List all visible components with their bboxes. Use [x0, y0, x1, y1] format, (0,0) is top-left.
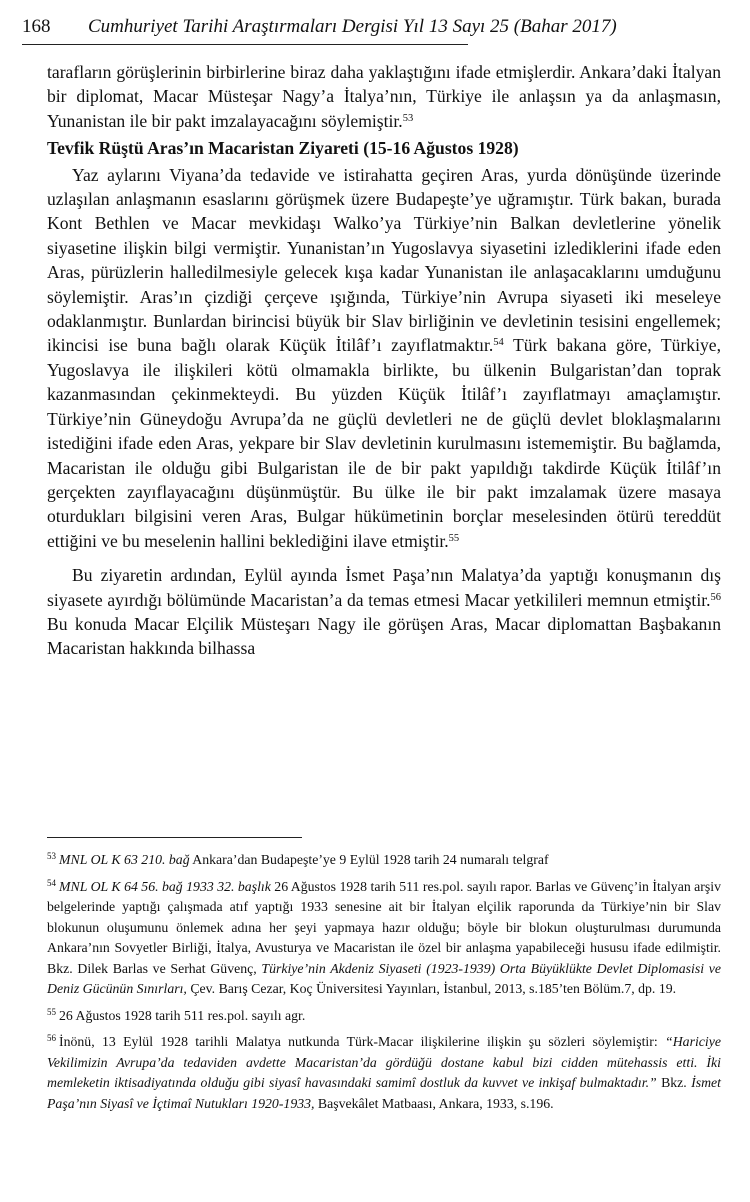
footnote-54: [47, 877, 721, 1000]
paragraph-1-text: tarafların görüşlerinin birbirlerine biraz daha yaklaştığını ifade etmişlerdir. Ankara’daki İtalyan bir diplomat, Macar Müsteşar Nagy’a İtalya’nın, Türkiye ile anlaşsın ya da anlaşmasın, Yunanistan ile bir pakt imzalayacağını söylemiştir.: [47, 62, 721, 131]
footnote-56-text-a: İnönü, 13 Eylül 1928 tarihli Malatya nutkunda Türk-Macar ilişkilerine ilişkin şu sözleri söylemiştir:: [59, 1034, 666, 1049]
footnote-rule: [47, 837, 302, 838]
footnote-number: 55: [47, 1006, 56, 1017]
paragraph-2-text-b: Türk bakana göre, Türkiye, Yugoslavya ile ilişkileri kötü olmamakla birlikte, bu ülkenin Bulgaristan’dan toprak kazanmasından çekinmekteydi. Bu yüzden Küçük İtilâf’ı zayıflatmayı amaçlamıştır. Türkiye’nin Güneydoğu Avrupa’da ne güçlü devletleri ne de güçlü devlet bloklaşmalarını istediğini ifade eden Aras, yekpare bir Slav devletinin kurulmasını istememiştir. Bu bağlamda, Macaristan ile olduğu gibi Bulgaristan ile de bir pakt yapıldığı takdirde Küçük İtilâf’ın gerçekten zayıflayacağını düşünmüştür. Bu ülke ile bir pakt imzalamak üzere masaya oturdukları bilgisini veren Aras, Bulgar hükümetinin borçlar meselesinden ötürü tereddüt ettiğini ve bu meselenin hallini beklediğini ilave etmiştir.: [47, 335, 721, 551]
footnote-53-source: MNL OL K 63 210. bağ: [59, 852, 190, 867]
running-title: Cumhuriyet Tarihi Araştırmaları Dergisi Yıl 13 Sayı 25 (Bahar 2017): [88, 16, 617, 37]
page-number: 168: [22, 16, 51, 37]
footnotes: [47, 850, 721, 1120]
footnote-56-quote: “Hariciye Vekilimizin Avrupa’da tedaviden avdette Macaristan’da gördüğü dostane kabul bizi cidden mütehassis etti. İki memleketin iktisadiyatında olduğu gibi siyasî havasındaki samimî dostluk da kuvvet ve inkişaf bulmaktadır.”: [47, 1034, 721, 1090]
footnote-56: [47, 1032, 721, 1114]
footnote-54-text-b: Çev. Barış Cezar, Koç Üniversitesi Yayınları, İstanbul, 2013, s.185’ten Bölüm.7, dp. 19.: [186, 981, 677, 996]
footnote-53: [47, 850, 721, 871]
footnote-54-source: MNL OL K 64 56. bağ 1933 32. başlık: [59, 878, 271, 894]
footnote-54-text-a: 26 Ağustos 1928 tarih 511 res.pol. sayılı rapor. Barlas ve Güvenç’in İtalyan arşiv belgelerinde yaptığı çalışmada atıf yaptığı 1933 senesine ait bir İtalyan elçilik raporunda da Türkiye’nin bir Slav blokunun oluşumunu önlemek adına her şeyi yapmaya hazır olduğu; böyle bir blokun oluşturulması durumunda Ankara’nın Sovyetler Birliği, İtalya, Avusturya ve Macaristan ile özel bir anlaşma yapabileceği hususu ifade edilmiştir. Bkz. Dilek Barlas ve Serhat Güvenç,: [47, 878, 721, 976]
footnote-number: 53: [47, 851, 56, 861]
footnote-56-text-b: Bkz.: [656, 1075, 692, 1090]
footnote-ref-53[interactable]: 53: [402, 112, 414, 124]
paragraph-1: [47, 60, 721, 133]
footnote-number: 56: [47, 1033, 56, 1043]
footnote-56-book-title: İsmet Paşa’nın Siyasî ve İçtimaî Nutukları 1920-1933,: [47, 1075, 721, 1111]
footnote-55: [47, 1006, 721, 1027]
paragraph-3-text-a: Bu ziyaretin ardından, Eylül ayında İsmet Paşa’nın Malatya’da yaptığı konuşmanın dış siyasete ayırdığı bölümünde Macaristan’a da temas etmesi Macar yetkilileri memnun etmiştir.: [47, 565, 721, 610]
footnote-55-text: 26 Ağustos 1928 tarih 511 res.pol. sayılı agr.: [59, 1007, 306, 1023]
section-heading: Tevfik Rüştü Aras’ın Macaristan Ziyareti (15-16 Ağustos 1928): [47, 138, 519, 159]
footnote-ref-54[interactable]: 54: [493, 337, 504, 349]
footnote-54-book-title: Türkiye’nin Akdeniz Siyaseti (1923-1939) Orta Büyüklükte Devlet Diplomasisi ve Deniz Gücünün Sınırları,: [47, 960, 721, 996]
paragraph-2: [47, 163, 721, 554]
footnote-53-text: Ankara’dan Budapeşte’ye 9 Eylül 1928 tarih 24 numaralı telgraf: [189, 852, 549, 867]
main-text: [47, 60, 721, 661]
footnote-number: 54: [47, 877, 56, 888]
paragraph-3: [47, 563, 721, 661]
page-header: [22, 10, 728, 40]
footnote-56-text-c: Başvekâlet Matbaası, Ankara, 1933, s.196.: [314, 1095, 554, 1111]
paragraph-2-text-a: Yaz aylarını Viyana’da tedavide ve istirahatta geçiren Aras, yurda dönüşünde üzerinde uzlaşılan anlaşmanın esaslarını görüşmek üzere Budapeşte’ye uğramıştır. Türk bakan, burada Kont Bethlen ve Macar mevkidaşı Walko’ya Türkiye’nin Balkan devletlerine yönelik siyasetine ilişkin bilgi vermiştir. Yunanistan’ın Yugoslavya siyasetini izlediklerini ifade eden Aras, pürüzlerin halledilmesiyle gelecek kışa kadar Yunanistan ile anlaşacaklarını umduğunu söylemiştir. Aras’ın çizdiği çerçeve ışığında, Türkiye’nin Avrupa siyaseti iki meseleye odaklanmıştır. Bunlardan birincisi büyük bir Slav birliğinin ve devletinin tesisini engellemek; ikincisi ise buna bağlı olarak Küçük İtilâf’ı zayıflatmaktır.: [47, 164, 721, 356]
paragraph-3-text-b: Bu konuda Macar Elçilik Müsteşarı Nagy ile görüşen Aras, Macar diplomattan Başbakanın Macaristan hakkında bilhassa: [47, 613, 721, 659]
footnote-ref-55[interactable]: 55: [448, 532, 460, 544]
header-rule: [22, 44, 468, 45]
footnote-ref-56[interactable]: 56: [710, 591, 721, 603]
